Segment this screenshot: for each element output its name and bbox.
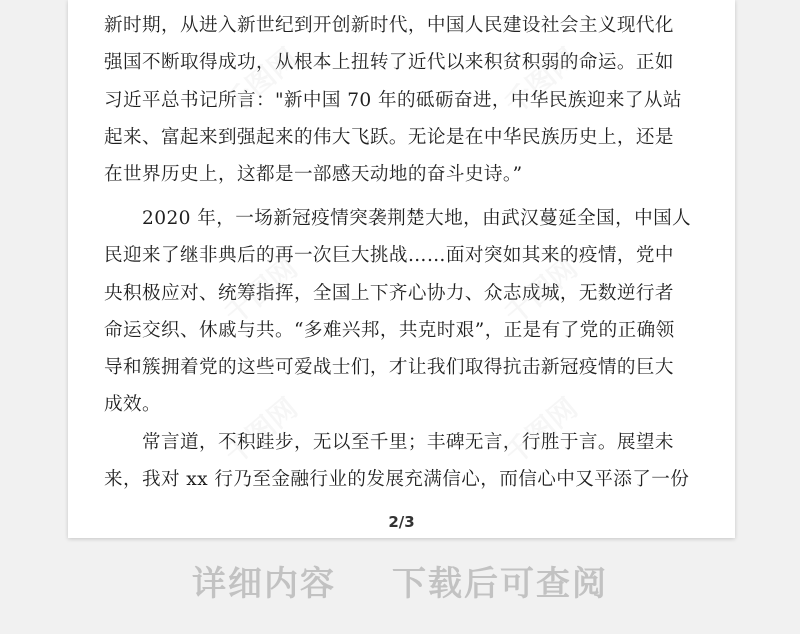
text-line: 来，我对 xx 行乃至金融行业的发展充满信心，而信心中又平添了一份: [104, 469, 690, 491]
paragraph-1: [104, 7, 704, 193]
paragraph-2: [104, 200, 704, 424]
text-line: 起来、富起来到强起来的伟大飞跃。无论是在中华民族历史上，还是: [104, 126, 674, 148]
document-page: [68, 0, 735, 538]
text-line: 常言道，不积跬步，无以至千里；丰碑无言，行胜于言。展望未: [104, 432, 674, 453]
text-line: 强国不断取得成功，从根本上扭转了近代以来积贫积弱的命运。正如: [104, 52, 674, 74]
text-line: 命运交织、休戚与共。“多难兴邦，共克时艰”，正是有了党的正确领: [104, 319, 675, 341]
text-line: 导和簇拥着党的这些可爱战士们，才让我们取得抗击新冠疫情的巨大: [104, 357, 674, 379]
watermark: 千图网: [498, 251, 584, 331]
watermark: 千图网: [218, 251, 304, 331]
watermark: 千图网: [218, 41, 304, 121]
watermark: 千图网: [218, 391, 304, 471]
download-banner[interactable]: [0, 556, 800, 605]
text-line: 新时期，从进入新世纪到开创新时代，中国人民建设社会主义现代化: [104, 15, 674, 36]
text-line: 成效。: [104, 394, 161, 416]
text-line: 央积极应对、统筹指挥，全国上下齐心协力、众志成城，无数逆行者: [104, 282, 674, 304]
page-number: 2/3: [388, 513, 415, 531]
text-line: 在世界历史上，这都是一部感天动地的奋斗史诗。”: [104, 164, 523, 186]
watermark: 千图网: [498, 391, 584, 471]
watermark: 千图网: [498, 41, 584, 121]
download-hint-label: 下载后可查阅: [392, 564, 608, 604]
paragraph-3: [104, 424, 704, 499]
details-label: 详细内容: [192, 564, 336, 604]
text-line: 习近平总书记所言："新中国 70 年的砥砺奋进，中华民族迎来了从站: [104, 89, 682, 111]
text-line: 2020 年，一场新冠疫情突袭荆楚大地，由武汉蔓延全国，中国人: [104, 208, 692, 229]
text-line: 民迎来了继非典后的再一次巨大挑战……面对突如其来的疫情，党中: [104, 245, 674, 267]
